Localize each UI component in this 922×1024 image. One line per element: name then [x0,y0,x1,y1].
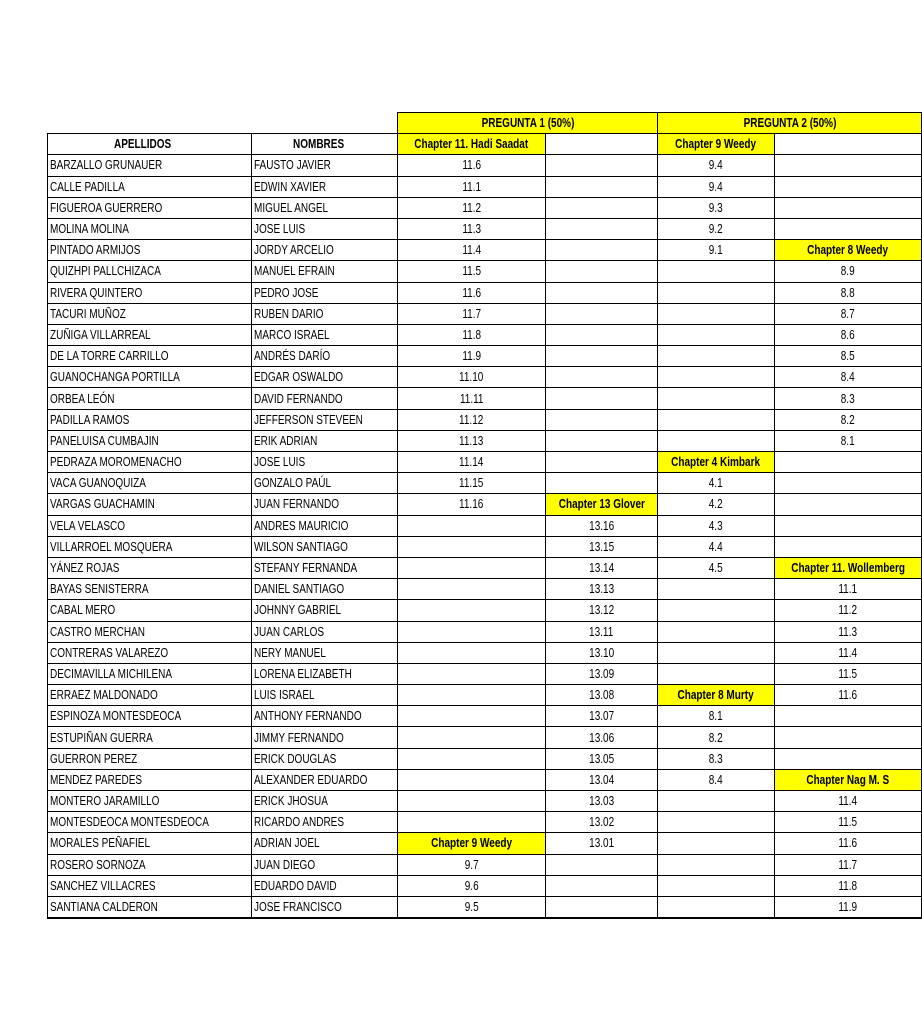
chapter-cell: Chapter 13 Glover [545,494,658,515]
chapter-cell: Chapter 9 Weedy [658,134,774,155]
grade-cell [398,579,545,600]
grade-cell [658,367,774,388]
grade-cell: 11.6 [774,685,921,706]
grade-cell [774,515,921,536]
nombres-header: NOMBRES [251,134,398,155]
grade-cell: 9.4 [658,176,774,197]
table-row [48,473,922,494]
apellidos-cell: VELA VELASCO [48,515,252,536]
grade-cell [545,409,658,430]
nombres-cell: MANUEL EFRAIN [251,261,398,282]
nombres-cell: ANDRÉS DARÍO [251,346,398,367]
grade-cell: 11.7 [398,303,545,324]
table-row [48,706,922,727]
apellidos-cell: VILLARROEL MOSQUERA [48,536,252,557]
apellidos-cell: RIVERA QUINTERO [48,282,252,303]
apellidos-cell: CALLE PADILLA [48,176,252,197]
apellidos-cell: FIGUEROA GUERRERO [48,197,252,218]
grade-cell: 13.15 [545,536,658,557]
grade-cell [658,600,774,621]
apellidos-cell: CONTRERAS VALAREZO [48,642,252,663]
grade-cell [774,494,921,515]
grade-cell [774,473,921,494]
grade-cell: 13.10 [545,642,658,663]
grade-cell: 11.11 [398,388,545,409]
grade-cell [545,875,658,896]
apellidos-cell: PANELUISA CUMBAJIN [48,430,252,451]
nombres-cell: NERY MANUEL [251,642,398,663]
table-row [48,621,922,642]
nombres-cell: DAVID FERNANDO [251,388,398,409]
grade-cell: 11.6 [398,282,545,303]
apellidos-cell: MENDEZ PAREDES [48,769,252,790]
grade-cell: 9.3 [658,197,774,218]
nombres-cell: JEFFERSON STEVEEN [251,409,398,430]
grade-cell: 11.12 [398,409,545,430]
table-row [48,833,922,854]
grade-cell: 4.2 [658,494,774,515]
chapter-cell: Chapter 11. Hadi Saadat [398,134,545,155]
grade-cell: 11.3 [774,621,921,642]
table-row [48,452,922,473]
grade-cell [398,812,545,833]
apellidos-cell: ZUÑIGA VILLARREAL [48,324,252,345]
nombres-cell: ERIK ADRIAN [251,430,398,451]
nombres-cell: JOHNNY GABRIEL [251,600,398,621]
table-row [48,176,922,197]
nombres-cell: GONZALO PAÚL [251,473,398,494]
grade-cell [774,706,921,727]
grade-cell: 8.4 [658,769,774,790]
nombres-cell: JUAN DIEGO [251,854,398,875]
pregunta-2-header: PREGUNTA 2 (50%) [658,113,921,134]
grade-cell: 8.5 [774,346,921,367]
grade-cell [774,218,921,239]
grade-cell [545,218,658,239]
grade-cell: 4.4 [658,536,774,557]
grade-cell: 8.1 [658,706,774,727]
grade-cell: 11.4 [774,791,921,812]
grade-cell [545,430,658,451]
apellidos-cell: TACURI MUÑOZ [48,303,252,324]
table-row [48,579,922,600]
grade-cell: 8.3 [658,748,774,769]
apellidos-cell: SANTIANA CALDERON [48,896,252,918]
apellidos-cell: ESPINOZA MONTESDEOCA [48,706,252,727]
table-row [48,791,922,812]
grade-cell: 11.7 [774,854,921,875]
grade-cell [398,621,545,642]
grade-cell [774,748,921,769]
grade-cell: 11.8 [774,875,921,896]
grade-cell [398,769,545,790]
grade-cell [398,706,545,727]
grade-cell [658,854,774,875]
grade-cell: 11.14 [398,452,545,473]
grade-cell [545,197,658,218]
grade-cell: 13.09 [545,663,658,684]
table-row [48,282,922,303]
grade-cell [398,663,545,684]
table-row [48,557,922,578]
grade-cell: 13.01 [545,833,658,854]
grade-cell: 13.08 [545,685,658,706]
grade-cell [658,261,774,282]
nombres-cell: EDWIN XAVIER [251,176,398,197]
nombres-cell: JIMMY FERNANDO [251,727,398,748]
table-row [48,261,922,282]
grade-cell [658,896,774,918]
table-row [48,515,922,536]
grade-cell [398,685,545,706]
grade-cell: 11.3 [398,218,545,239]
chapter-cell: Chapter 9 Weedy [398,833,545,854]
nombres-cell: ALEXANDER EDUARDO [251,769,398,790]
table-row [48,875,922,896]
grade-cell: 11.1 [774,579,921,600]
apellidos-cell: PINTADO ARMIJOS [48,240,252,261]
grade-cell: 11.15 [398,473,545,494]
table-row [48,663,922,684]
grade-cell: 11.8 [398,324,545,345]
apellidos-cell: GUERRON PEREZ [48,748,252,769]
apellidos-cell: DE LA TORRE CARRILLO [48,346,252,367]
nombres-cell: WILSON SANTIAGO [251,536,398,557]
apellidos-cell: CABAL MERO [48,600,252,621]
grade-cell [545,896,658,918]
apellidos-cell: MORALES PEÑAFIEL [48,833,252,854]
nombres-cell: ADRIAN JOEL [251,833,398,854]
grade-cell [658,388,774,409]
chapter-cell: Chapter 4 Kimbark [658,452,774,473]
grade-cell: 8.4 [774,367,921,388]
nombres-cell: JOSE LUIS [251,452,398,473]
grade-cell: 8.2 [774,409,921,430]
apellidos-cell: VACA GUANOQUIZA [48,473,252,494]
grade-cell [658,579,774,600]
grade-cell [398,727,545,748]
grade-cell [545,367,658,388]
table-row [48,642,922,663]
nombres-cell: ERICK DOUGLAS [251,748,398,769]
grade-cell [658,303,774,324]
grade-cell: 11.16 [398,494,545,515]
chapter-cell: Chapter 8 Murty [658,685,774,706]
grade-cell [658,430,774,451]
grade-cell [545,346,658,367]
nombres-cell: FAUSTO JAVIER [251,155,398,176]
apellidos-cell: VARGAS GUACHAMIN [48,494,252,515]
grade-cell: 11.9 [398,346,545,367]
grade-cell: 9.6 [398,875,545,896]
table-row [48,769,922,790]
apellidos-cell: BAYAS SENISTERRA [48,579,252,600]
grade-cell: 8.7 [774,303,921,324]
grade-cell [398,600,545,621]
grade-cell: 8.9 [774,261,921,282]
nombres-cell: ERICK JHOSUA [251,791,398,812]
nombres-cell: MARCO ISRAEL [251,324,398,345]
table-row [48,812,922,833]
nombres-cell: JUAN FERNANDO [251,494,398,515]
apellidos-cell: ERRAEZ MALDONADO [48,685,252,706]
grade-cell: 9.1 [658,240,774,261]
grade-cell: 11.10 [398,367,545,388]
column-header-row [48,134,922,155]
grade-cell [658,833,774,854]
grade-cell: 13.16 [545,515,658,536]
table-row [48,197,922,218]
chapter-cell: Chapter Nag M. S [774,769,921,790]
apellidos-cell: ROSERO SORNOZA [48,854,252,875]
table-row [48,600,922,621]
table-row [48,388,922,409]
grade-cell [774,536,921,557]
grade-cell [545,854,658,875]
grade-cell [545,240,658,261]
grade-cell [398,642,545,663]
grades-table [47,112,922,919]
pregunta-1-header: PREGUNTA 1 (50%) [398,113,658,134]
grade-cell [398,515,545,536]
grade-cell [774,176,921,197]
grade-cell: 8.6 [774,324,921,345]
table-row [48,727,922,748]
apellidos-cell: ORBEA LEÓN [48,388,252,409]
nombres-cell: LORENA ELIZABETH [251,663,398,684]
table-row [48,536,922,557]
apellidos-header: APELLIDOS [48,134,252,155]
apellidos-cell: DECIMAVILLA MICHILENA [48,663,252,684]
grade-cell [658,812,774,833]
table-row [48,303,922,324]
grade-cell [658,409,774,430]
table-row [48,430,922,451]
table-row [48,367,922,388]
grade-cell: 13.13 [545,579,658,600]
apellidos-cell: ESTUPIÑAN GUERRA [48,727,252,748]
grade-cell [774,155,921,176]
grade-cell: 11.13 [398,430,545,451]
nombres-cell: EDUARDO DAVID [251,875,398,896]
grade-cell: 4.5 [658,557,774,578]
grade-cell: 11.4 [398,240,545,261]
grade-cell: 8.8 [774,282,921,303]
table-row [48,346,922,367]
grade-cell [658,875,774,896]
nombres-cell: DANIEL SANTIAGO [251,579,398,600]
grade-cell [545,282,658,303]
grade-cell: 13.04 [545,769,658,790]
grade-cell: 9.5 [398,896,545,918]
grade-cell: 9.2 [658,218,774,239]
grade-cell [658,324,774,345]
apellidos-cell: SANCHEZ VILLACRES [48,875,252,896]
grade-cell [658,621,774,642]
table-row [48,748,922,769]
nombres-cell: JOSE LUIS [251,218,398,239]
grade-cell [774,727,921,748]
grade-cell: 4.1 [658,473,774,494]
grade-cell [398,557,545,578]
empty-cell [545,134,658,155]
table-row [48,240,922,261]
nombres-cell: ANDRES MAURICIO [251,515,398,536]
grade-cell [774,197,921,218]
grade-cell [545,155,658,176]
table-row [48,494,922,515]
grade-cell: 4.3 [658,515,774,536]
apellidos-cell: MONTERO JARAMILLO [48,791,252,812]
nombres-cell: MIGUEL ANGEL [251,197,398,218]
grade-cell: 11.2 [774,600,921,621]
grade-cell [398,791,545,812]
grade-cell [774,452,921,473]
nombres-cell: RICARDO ANDRES [251,812,398,833]
nombres-cell: JORDY ARCELIO [251,240,398,261]
grade-cell [545,388,658,409]
apellidos-cell: MONTESDEOCA MONTESDEOCA [48,812,252,833]
chapter-cell: Chapter 11. Wollemberg [774,557,921,578]
nombres-cell: ANTHONY FERNANDO [251,706,398,727]
table-row [48,155,922,176]
grade-cell [398,748,545,769]
grade-cell [658,282,774,303]
empty-cell [774,134,921,155]
apellidos-cell: YÁNEZ ROJAS [48,557,252,578]
nombres-cell: JOSE FRANCISCO [251,896,398,918]
grade-cell: 11.1 [398,176,545,197]
grade-cell: 11.6 [774,833,921,854]
grade-cell: 13.07 [545,706,658,727]
grade-cell: 13.03 [545,791,658,812]
apellidos-cell: BARZALLO GRUNAUER [48,155,252,176]
table-row [48,685,922,706]
grade-cell: 11.5 [774,812,921,833]
grade-cell: 13.14 [545,557,658,578]
table-row [48,324,922,345]
grade-cell [658,346,774,367]
nombres-cell: STEFANY FERNANDA [251,557,398,578]
table-row [48,409,922,430]
grade-cell: 8.1 [774,430,921,451]
question-header-row [48,113,922,134]
grade-cell: 11.9 [774,896,921,918]
grade-cell: 13.02 [545,812,658,833]
apellidos-cell: CASTRO MERCHAN [48,621,252,642]
grade-cell [398,536,545,557]
grade-cell [545,261,658,282]
grade-cell: 8.2 [658,727,774,748]
grade-cell: 13.11 [545,621,658,642]
apellidos-cell: PADILLA RAMOS [48,409,252,430]
apellidos-cell: GUANOCHANGA PORTILLA [48,367,252,388]
grade-cell: 11.4 [774,642,921,663]
grade-cell [545,303,658,324]
grade-cell: 13.06 [545,727,658,748]
table-row [48,218,922,239]
grade-cell: 13.12 [545,600,658,621]
grade-cell [545,452,658,473]
grade-cell: 11.2 [398,197,545,218]
grade-cell: 11.5 [398,261,545,282]
grade-cell [658,642,774,663]
grade-cell: 13.05 [545,748,658,769]
table-row [48,896,922,918]
chapter-cell: Chapter 8 Weedy [774,240,921,261]
nombres-cell: RUBEN DARIO [251,303,398,324]
grade-cell: 9.4 [658,155,774,176]
grade-cell: 11.6 [398,155,545,176]
apellidos-cell: PEDRAZA MOROMENACHO [48,452,252,473]
apellidos-cell: MOLINA MOLINA [48,218,252,239]
grade-cell [545,324,658,345]
nombres-cell: PEDRO JOSE [251,282,398,303]
grade-cell [545,473,658,494]
grade-cell [545,176,658,197]
grade-cell [658,791,774,812]
apellidos-cell: QUIZHPI PALLCHIZACA [48,261,252,282]
nombres-cell: EDGAR OSWALDO [251,367,398,388]
nombres-cell: JUAN CARLOS [251,621,398,642]
grade-cell: 8.3 [774,388,921,409]
grade-cell: 9.7 [398,854,545,875]
grade-cell: 11.5 [774,663,921,684]
nombres-cell: LUIS ISRAEL [251,685,398,706]
table-row [48,854,922,875]
grade-cell [658,663,774,684]
